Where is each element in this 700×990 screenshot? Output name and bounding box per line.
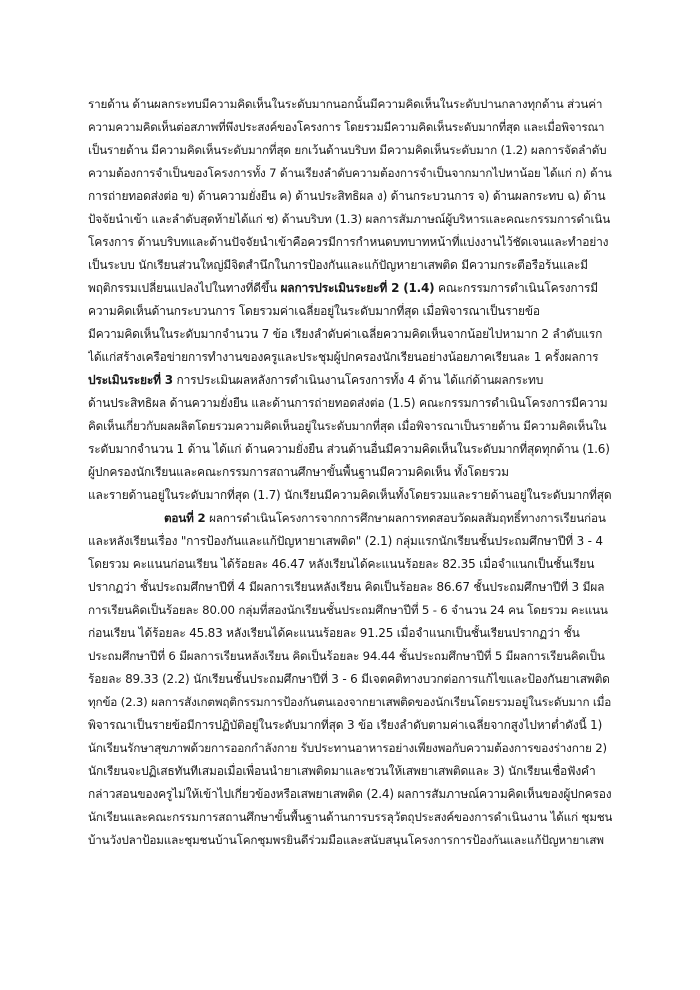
- text-line: คิดเห็นเกี่ยวกับผลผลิตโดยรวมความคิดเห็นอยู่ในระดับมากที่สุด เมื่อพิจารณาเป็นรายด้าน มีความคิดเห็นใน: [88, 419, 607, 433]
- text-line: มีความคิดเห็นในระดับมากจำนวน 7 ข้อ เรียงลำดับค่าเฉลี่ยความคิดเห็นจากน้อยไปหามาก 2 ลำดับแรก: [88, 327, 603, 341]
- text-line: นักเรียนจะปฏิเสธทันทีเสมอเมื่อเพื่อนนำยาเสพติดมาและชวนให้เสพยาเสพติดและ 3) นักเรียนเชื่อฟังคำ: [88, 764, 596, 778]
- text-line: ทุกข้อ (2.3) ผลการสังเกตพฤติกรรมการป้องกันตนเองจากยาเสพติดของนักเรียนโดยรวมอยู่ในระดับมาก เมื่อ: [88, 695, 612, 709]
- text-line: [88, 372, 612, 388]
- text-span: การประเมินผลหลังการดำเนินงานโครงการทั้ง 4 ด้าน ได้แก่ด้านผลกระทบ: [172, 373, 544, 387]
- text-line: พิจารณาเป็นรายข้อมีการปฏิบัติอยู่ในระดับมากที่สุด 3 ข้อ เรียงลำดับตามค่าเฉลี่ยจากสูงไปหาต่ำดังนี้ 1): [88, 718, 603, 732]
- text-span: พฤติกรรมเปลี่ยนแปลงไปในทางที่ดีขึ้น: [88, 281, 281, 295]
- text-line: ได้แก่สร้างเครือข่ายการทำงานของครูและประชุมผู้ปกครองนักเรียนอย่างน้อยภาคเรียนละ 1 ครั้งผลการ: [88, 350, 599, 364]
- text-line: ด้านประสิทธิผล ด้านความยั่งยืน และด้านการถ่ายทอดส่งต่อ (1.5) คณะกรรมการดำเนินโครงการมีความ: [88, 396, 608, 410]
- text-line: [164, 510, 612, 526]
- text-span: ผลการดำเนินโครงการจากการศึกษาผลการทดสอบวัดผลสัมฤทธิ์ทางการเรียนก่อน: [205, 511, 606, 525]
- text-line: ความต้องการจำเป็นของโครงการทั้ง 7 ด้านเรียงลำดับความต้องการจำเป็นจากมากไปหาน้อย ได้แก่ ก) ด้าน: [88, 166, 612, 180]
- text-span: คณะกรรมการดำเนินโครงการมี: [434, 281, 598, 295]
- text-line: ความคิดเห็นด้านกระบวนการ โดยรวมค่าเฉลี่ยอยู่ในระดับมากที่สุด เมื่อพิจารณาเป็นรายข้อ: [88, 304, 540, 318]
- part-2-heading: ตอนที่ 2: [164, 511, 206, 525]
- text-line: ปรากฏว่า ชั้นประถมศึกษาปีที่ 4 มีผลการเรียนหลังเรียน คิดเป็นร้อยละ 86.67 ชั้นประถมศึกษาปีที่ 3 มีผล: [88, 580, 605, 594]
- text-line: ความความคิดเห็นต่อสภาพที่พึงประสงค์ของโครงการ โดยรวมมีความคิดเห็นระดับมากที่สุด และเมื่อพิจารณา: [88, 120, 605, 134]
- text-line: ก่อนเรียน ได้ร้อยละ 45.83 หลังเรียนได้คะแนนร้อยละ 91.25 เมื่อจำแนกเป็นชั้นเรียนปรากฏว่า ชั้น: [88, 626, 580, 640]
- text-line: รายด้าน ด้านผลกระทบมีความคิดเห็นในระดับมากนอกนั้นมีความคิดเห็นในระดับปานกลางทุกด้าน ส่วนค่า: [88, 97, 603, 111]
- text-line: โดยรวม คะแนนก่อนเรียน ได้ร้อยละ 46.47 หลังเรียนได้คะแนนร้อยละ 82.35 เมื่อจำแนกเป็นชั้นเรียน: [88, 557, 595, 571]
- text-line: นักเรียนรักษาสุขภาพด้วยการออกกำลังกาย รับประทานอาหารอย่างเพียงพอกับความต้องการของร่างกาย 2): [88, 741, 607, 755]
- text-line: ปัจจัยนำเข้า และลำดับสุดท้ายได้แก่ ช) ด้านบริบท (1.3) ผลการสัมภาษณ์ผู้บริหารและคณะกรรมการดำเนิน: [88, 212, 611, 226]
- text-line: [88, 280, 612, 296]
- text-line: เป็นรายด้าน มีความคิดเห็นระดับมากที่สุด ยกเว้นด้านบริบท มีความคิดเห็นระดับมาก (1.2) ผลการจัดลำดับ: [88, 143, 607, 157]
- text-line: การเรียนคิดเป็นร้อยละ 80.00 กลุ่มที่สองนักเรียนชั้นประถมศึกษาปีที่ 5 - 6 จำนวน 24 คน โดยรวม คะแนน: [88, 603, 608, 617]
- text-line: และหลังเรียนเรื่อง "การป้องกันและแก้ปัญหายาเสพติด" (2.1) กลุ่มแรกนักเรียนชั้นประถมศึกษาปีที่ 3 - 4: [88, 534, 603, 548]
- text-line: นักเรียนและคณะกรรมการสถานศึกษาขั้นพื้นฐานด้านการบรรลุวัตถุประสงค์ของการดำเนินงาน ได้แก่ ชุมชน: [88, 810, 612, 824]
- text-line: ร้อยละ 89.33 (2.2) นักเรียนชั้นประถมศึกษาปีที่ 3 - 6 มีเจตคติทางบวกต่อการแก้ไขและป้องกันยาเสพติด: [88, 672, 610, 686]
- phase-3-heading: ประเมินระยะที่ 3: [88, 373, 173, 387]
- text-line: บ้านวังปลาป้อมและชุมชนบ้านโคกชุมพรยินดีร่วมมือและสนับสนุนโครงการการป้องกันและแก้ปัญหายาเสพ: [88, 833, 604, 847]
- text-line: กล่าวสอนของครูไม่ให้เข้าไปเกี่ยวข้องหรือเสพยาเสพติด (2.4) ผลการสัมภาษณ์ความคิดเห็นของผู้ปกครอง: [88, 787, 612, 801]
- text-line: การถ่ายทอดส่งต่อ ข) ด้านความยั่งยืน ค) ด้านประสิทธิผล ง) ด้านกระบวนการ จ) ด้านผลกระทบ ฉ) ด้าน: [88, 189, 606, 203]
- phase-2-heading: ผลการประเมินระยะที่ 2 (1.4): [280, 281, 435, 295]
- text-line: เป็นระบบ นักเรียนส่วนใหญ่มีจิตสำนึกในการป้องกันและแก้ปัญหายาเสพติด มีความกระตือรือร้นและมี: [88, 258, 588, 272]
- text-line: ประถมศึกษาปีที่ 6 มีผลการเรียนหลังเรียน คิดเป็นร้อยละ 94.44 ชั้นประถมศึกษาปีที่ 5 มีผลการเรียนคิดเป็น: [88, 649, 605, 663]
- text-line: ผู้ปกครองนักเรียนและคณะกรรมการสถานศึกษาขั้นพื้นฐานมีความคิดเห็น ทั้งโดยรวม: [88, 465, 509, 479]
- text-line: ระดับมากจำนวน 1 ด้าน ได้แก่ ด้านความยั่งยืน ส่วนด้านอื่นมีความคิดเห็นในระดับมากที่สุดทุกด้าน (1.6): [88, 442, 610, 456]
- text-line: และรายด้านอยู่ในระดับมากที่สุด (1.7) นักเรียนมีความคิดเห็นทั้งโดยรวมและรายด้านอยู่ในระดับมากที่สุด: [88, 488, 612, 502]
- text-line: โครงการ ด้านบริบทและด้านปัจจัยนำเข้าคือควรมีการกำหนดบทบาทหน้าที่แบ่งงานไว้ชัดเจนและทำอย่าง: [88, 235, 609, 249]
